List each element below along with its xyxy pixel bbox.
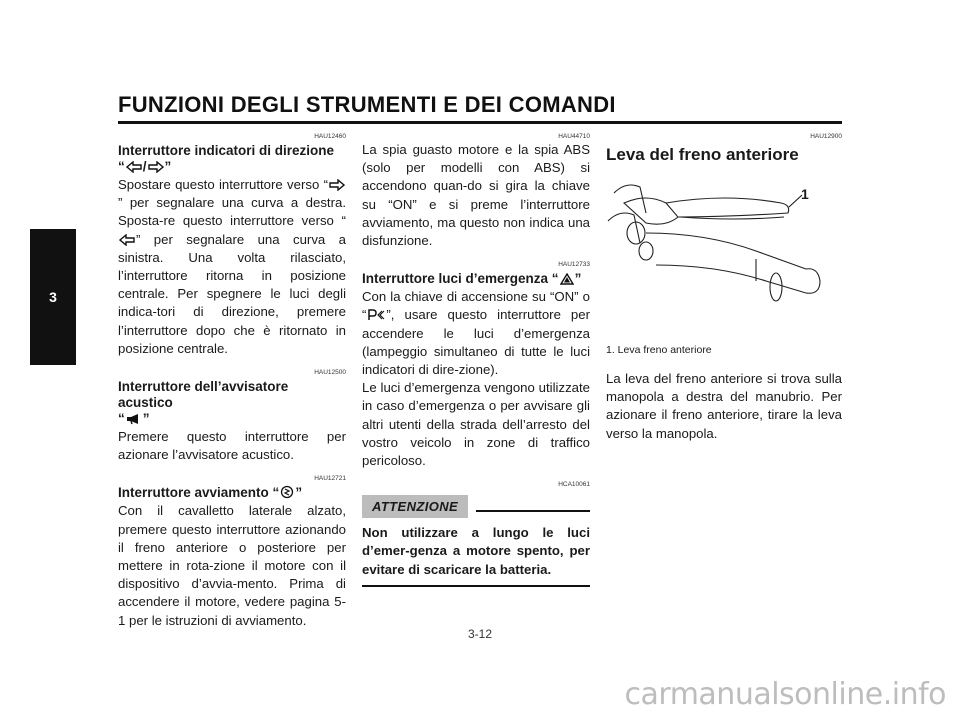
section-code: HAU12500 bbox=[314, 369, 346, 377]
section-code: HAU12721 bbox=[314, 475, 346, 483]
turn-left-icon bbox=[119, 234, 135, 246]
horn-body: Premere questo interruttore per azionare l’avvisatore acustico. bbox=[118, 429, 346, 463]
header-rule bbox=[118, 121, 842, 124]
front-brake-body: La leva del freno anteriore si trova sulla manopola a destra del manubrio. Per azionare il freno anteriore, tirare la leva verso la manopola. bbox=[606, 371, 842, 441]
caution-header bbox=[362, 495, 590, 518]
turn-right-icon bbox=[148, 161, 164, 173]
hazard-icon bbox=[560, 273, 574, 285]
section-code: HAU44710 bbox=[558, 133, 590, 140]
caution-text: Non utilizzare a lungo le luci d’emer-genza a motore spento, per evitare di scaricare la batteria. bbox=[362, 525, 590, 577]
figure-callout: 1 bbox=[801, 186, 809, 202]
section-code: HCA10061 bbox=[558, 481, 590, 489]
section-code: HAU12900 bbox=[810, 133, 842, 140]
section-code: HAU12733 bbox=[558, 261, 590, 269]
parking-icon bbox=[367, 309, 385, 321]
section-heading-turn-signal: Interruttore indicatori di direzione “ / ” bbox=[118, 143, 335, 174]
caution-end-rule bbox=[362, 585, 590, 587]
hazard-body-2: Le luci d’emergenza vengono utilizzate in caso d’emergenza o per avvisare gli altri utenti della strada dell’arresto del vostro veicolo in zone di traffico pericoloso. bbox=[362, 380, 590, 469]
warning-light-body: La spia guasto motore e la spia ABS (solo per modelli con ABS) si accendono quan-do si gira la chiave su “ON” e si preme l’interruttore avviamento, ma questo non indica una disfunzione. bbox=[362, 142, 590, 249]
figure-caption: 1. Leva freno anteriore bbox=[606, 344, 712, 356]
page-number: 3-12 bbox=[467, 627, 493, 641]
caution-rule bbox=[476, 510, 590, 512]
column-3 bbox=[606, 132, 842, 443]
column-1 bbox=[118, 132, 346, 630]
section-heading-front-brake: Leva del freno anteriore bbox=[606, 145, 799, 164]
column-2 bbox=[362, 132, 590, 587]
starter-body: Con il cavalletto laterale alzato, premere questo interruttore azionando il freno anteriore o posteriore per mettere in rota-zione il motore con il dispositivo d’avvia-mento. Prima di accendere il motore, vedere pagina 5-1 per le istruzioni di avviamento. bbox=[118, 503, 346, 628]
section-heading-starter: Interruttore avviamento “ ” bbox=[118, 485, 303, 501]
turn-right-icon bbox=[329, 179, 345, 191]
turn-left-icon bbox=[126, 161, 142, 173]
section-heading-hazard: Interruttore luci d’emergenza “ ” bbox=[362, 271, 582, 287]
caution-badge: ATTENZIONE bbox=[362, 495, 468, 518]
horn-icon bbox=[126, 413, 142, 425]
chapter-tab: 3 bbox=[30, 229, 76, 365]
turn-signal-body: Spostare questo interruttore verso “” per segnalare una curva a destra. Sposta-re questo interruttore verso “” per segnalare una curva a sinistra. Una volta rilasciato, l’interruttore ritorna in posizione centrale. Per spegnere le luci degli indica-tori di direzione, premere l’interruttore dopo che è ritornato in posizione centrale. bbox=[118, 177, 346, 356]
section-heading-horn: Interruttore dell’avvisatore acustico “ ” bbox=[118, 379, 289, 427]
section-code: HAU12460 bbox=[314, 133, 346, 140]
hazard-body: Con la chiave di accensione su “ON” o “ ”, usare questo interruttore per accendere le luci d’emergenza (lampeggio simultaneo di tutte le luci indicatori di dire-zione). bbox=[362, 289, 590, 378]
page-header-title: FUNZIONI DEGLI STRUMENTI E DEI COMANDI bbox=[118, 92, 616, 117]
starter-icon bbox=[280, 485, 294, 499]
watermark: carmanualsonline.info bbox=[624, 677, 946, 712]
